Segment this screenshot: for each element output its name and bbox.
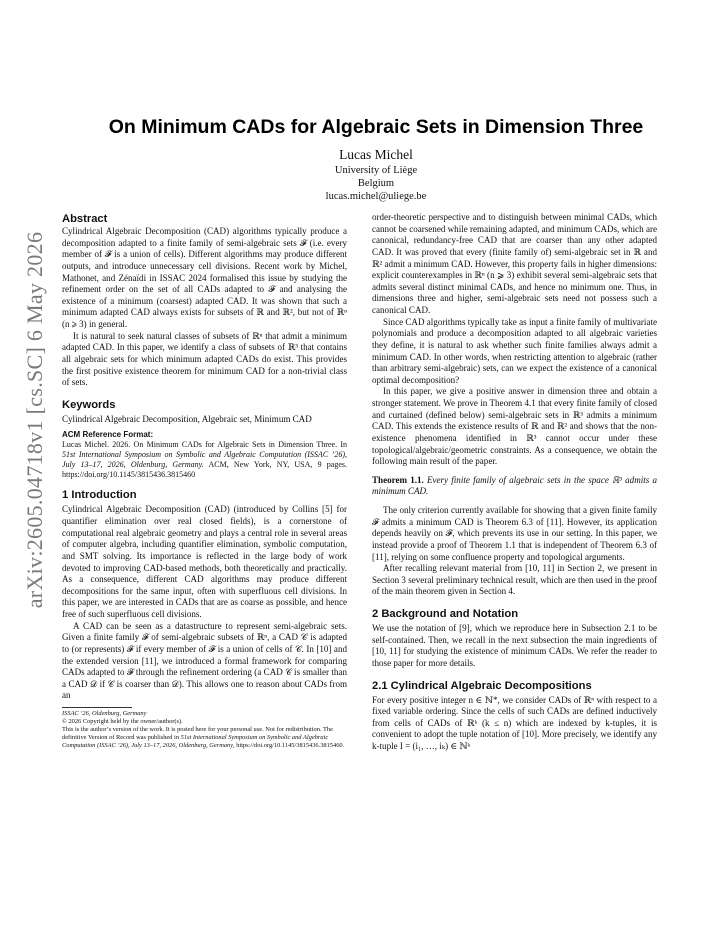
paper-title: On Minimum CADs for Algebraic Sets in Dimension Three — [108, 116, 644, 138]
footnote-note — [62, 726, 347, 750]
footnote-note-part1: This is the author’s version of the work. It is posted here for your personal use. Not for redistribution. The definitive Version of Record was published in — [62, 726, 333, 741]
left-column — [62, 212, 347, 750]
author-name: Lucas Michel — [339, 147, 413, 162]
right-paragraph-3: In this paper, we give a positive answer in dimension three and obtain a stronger statement. We prove in Theorem 4.1 that every finite family of closed and curtained (defined below) semi-algebraic sets in ℝ³ admits a minimum CAD. This extends the existence results of ℝ and ℝ² and shows that the non-existence phenomena identified in ℝ³ cannot occur under these topological/algebraic/geometric constraints. As a consequence, we obtain the following main result of the paper. — [372, 386, 657, 467]
author-email: lucas.michel@uliege.be — [325, 191, 427, 202]
footnote-note-part2: , https://doi.org/10.1145/3815436.3815460. — [233, 742, 345, 749]
intro-heading: 1 Introduction — [62, 489, 137, 502]
author-country: Belgium — [357, 178, 395, 189]
section-2-heading: 2 Background and Notation — [372, 608, 519, 620]
acm-reference-part1: Lucas Michel. 2026. On Minimum CADs for Algebraic Sets in Dimension Three. In — [62, 440, 347, 450]
section-2-1-paragraph: For every positive integer n ∈ ℕ*, we consider CADs of ℝⁿ with respect to a fixed variable ordering. Since the cells of such CADs are defined inductively from cells of CADs of ℝᵏ (k ≤ n) which are indexed by k-tuples, it is convenient to adopt the tuple notation of [10]. More precisely, we identify any k-tuple I = (i₁, …, iₖ) ∈ ℕᵏ — [372, 694, 657, 751]
keywords-heading: Keywords — [62, 398, 116, 411]
footnote — [62, 710, 347, 750]
acm-reference-venue: 51st International Symposium on Symbolic and Algebraic Computation (ISSAC ’26), July 13–17, 2026, Oldenburg, Germany. — [62, 450, 347, 470]
section-2-paragraph: We use the notation of [9], which we reproduce here in Subsection 2.1 to be self-contained. Then, we recall in the next subsection the main ingredients of [10, 11] for studying the existence of minimum CADs. We refer the reader to those paper for more details. — [372, 623, 657, 668]
acm-reference-text — [62, 440, 347, 480]
right-paragraph-4: The only criterion currently available for showing that a given finite family 𝓕 admits a minimum CAD is Theorem 6.3 of [11]. However, its application depends heavily on 𝓕, which prevents its use in our setting. In this paper, we instead provide a proof of Theorem 1.1 that is independent of Theorem 6.3 of [11], relying on some confluence property and topological arguments. — [372, 505, 657, 562]
right-paragraph-1: order-theoretic perspective and to distinguish between minimal CADs, which cannot be coarsened while remaining adapted, and minimum CADs, which are canonical, redundancy-free CAD that are coarser than any other adapted CAD. It was proved that every (finite family of) semi-algebraic set in ℝ and ℝ² admit a minimum CAD. However, this property fails in higher dimensions: explicit counterexamples in ℝⁿ (n ⩾ 3) exhibit several semi-algebraic sets that admits several distinct minimal CADs, and hence no minimum one. Thus, in dimensions three and higher, semi-algebraic sets need not possess such a canonical CAD. — [372, 212, 657, 315]
footnote-note-venue: 51st International Symposium on Symbolic and Algebraic Computation (ISSAC ’26), July 13–17, 2026, Oldenburg, Germany — [62, 734, 329, 749]
right-column — [372, 212, 657, 753]
right-paragraph-5: After recalling relevant material from [10, 11] in Section 2, we present in Section 3 several preliminary technical result, which are then used in the proof of the main theorem given in Section 4. — [372, 563, 657, 597]
theorem-text: Every finite family of algebraic sets in the space ℝ³ admits a minimum CAD. — [372, 474, 657, 497]
right-paragraph-2: Since CAD algorithms typically take as input a finite family of multivariate polynomials and produce a decomposition adapted to all algebraic varieties they define, it is natural to ask whether such finite families always admit a minimum CAD. In other words, when restricting attention to algebraic (rather than arbitrary semi-algebraic) sets, can we expect the existence of a canonical optimal decomposition? — [372, 316, 657, 385]
acm-reference-heading: ACM Reference Format: — [62, 430, 154, 440]
abstract-paragraph-1: Cylindrical Algebraic Decomposition (CAD) algorithms typically produce a decomposition adapted to a finite family of semi-algebraic sets 𝓕 (i.e. every member of 𝓕 is a union of cells). Different algorithms may produce different outputs, and introduce unnecessary cell divisions. Recent work by Michel, Mathonet, and Zénaïdi in ISSAC 2024 formalised this issue by studying the refinement order on the set of all CADs adapted to 𝓕 and analysing the existence of a minimum (coarsest) adapted CAD. It was shown that such a minimum adapted CAD always exists for subsets of ℝ and ℝ², but not of ℝⁿ (n ⩾ 3) in general. — [62, 226, 347, 329]
intro-paragraph-1: Cylindrical Algebraic Decomposition (CAD) (introduced by Collins [5] for quantifier elimination over real closed fields), is a cornerstone of computational real algebraic geometry and plays a central role in several areas of computer algebra, including quantifier elimination, symbolic computation, and SMT solving. Its importance is reflected in the large body of work devoted to improving CAD-based methods, both theoretically and practically. As a consequence, different CAD algorithms may produce different decompositions for the same input, often with superfluous cell divisions. In this paper, we are interested in CADs that are as coarse as possible, and hence free of such superfluous cell divisions. — [62, 504, 347, 619]
abstract-paragraph-2: It is natural to seek natural classes of subsets of ℝⁿ that admit a minimum adapted CAD. In this paper, we identify a class of subsets of ℝ³ that contains all algebraic sets for which minimum adapted CADs do exist. This provides the first positive existence theorem for minimum CAD for a non-trivial class of sets. — [62, 330, 347, 388]
intro-paragraph-2: A CAD can be seen as a datastructure to represent semi-algebraic sets. Given a finite family 𝓕 of semi-algebraic subsets of ℝⁿ, a CAD 𝒞 is adapted to (or represents) 𝓕 if every member of 𝓕 is a union of cells of 𝒞. In [10] and the extended version [11], we introduced a formal framework for comparing CADs adapted to 𝓕 through the refinement ordering (a CAD 𝒞 is smaller than a CAD 𝒟 if 𝒞 is coarser than 𝒟). This allows one to reason about CADs from an — [62, 620, 347, 701]
theorem-label: Theorem 1.1. — [372, 474, 424, 485]
theorem-1-1 — [372, 475, 657, 498]
footnote-venue: ISSAC ’26, Oldenburg, Germany — [62, 710, 147, 717]
footnote-copyright: © 2026 Copyright held by the owner/author(s). — [62, 718, 183, 725]
arxiv-id-text: arXiv:2605.04718v1 [cs.SC] 6 May 2026 — [22, 231, 47, 609]
section-2-1-heading: 2.1 Cylindrical Algebraic Decompositions — [372, 679, 592, 692]
abstract-heading: Abstract — [62, 213, 108, 225]
footnote-rule — [62, 707, 132, 708]
author-affiliation: University of Liège — [334, 165, 418, 176]
acm-reference-part2: ACM, New York, NY, USA, 9 pages. https://doi.org/10.1145/3815436.3815460 — [62, 460, 347, 480]
keywords-text: Cylindrical Algebraic Decomposition, Algebraic set, Minimum CAD — [62, 413, 312, 424]
arxiv-identifier — [18, 170, 52, 670]
